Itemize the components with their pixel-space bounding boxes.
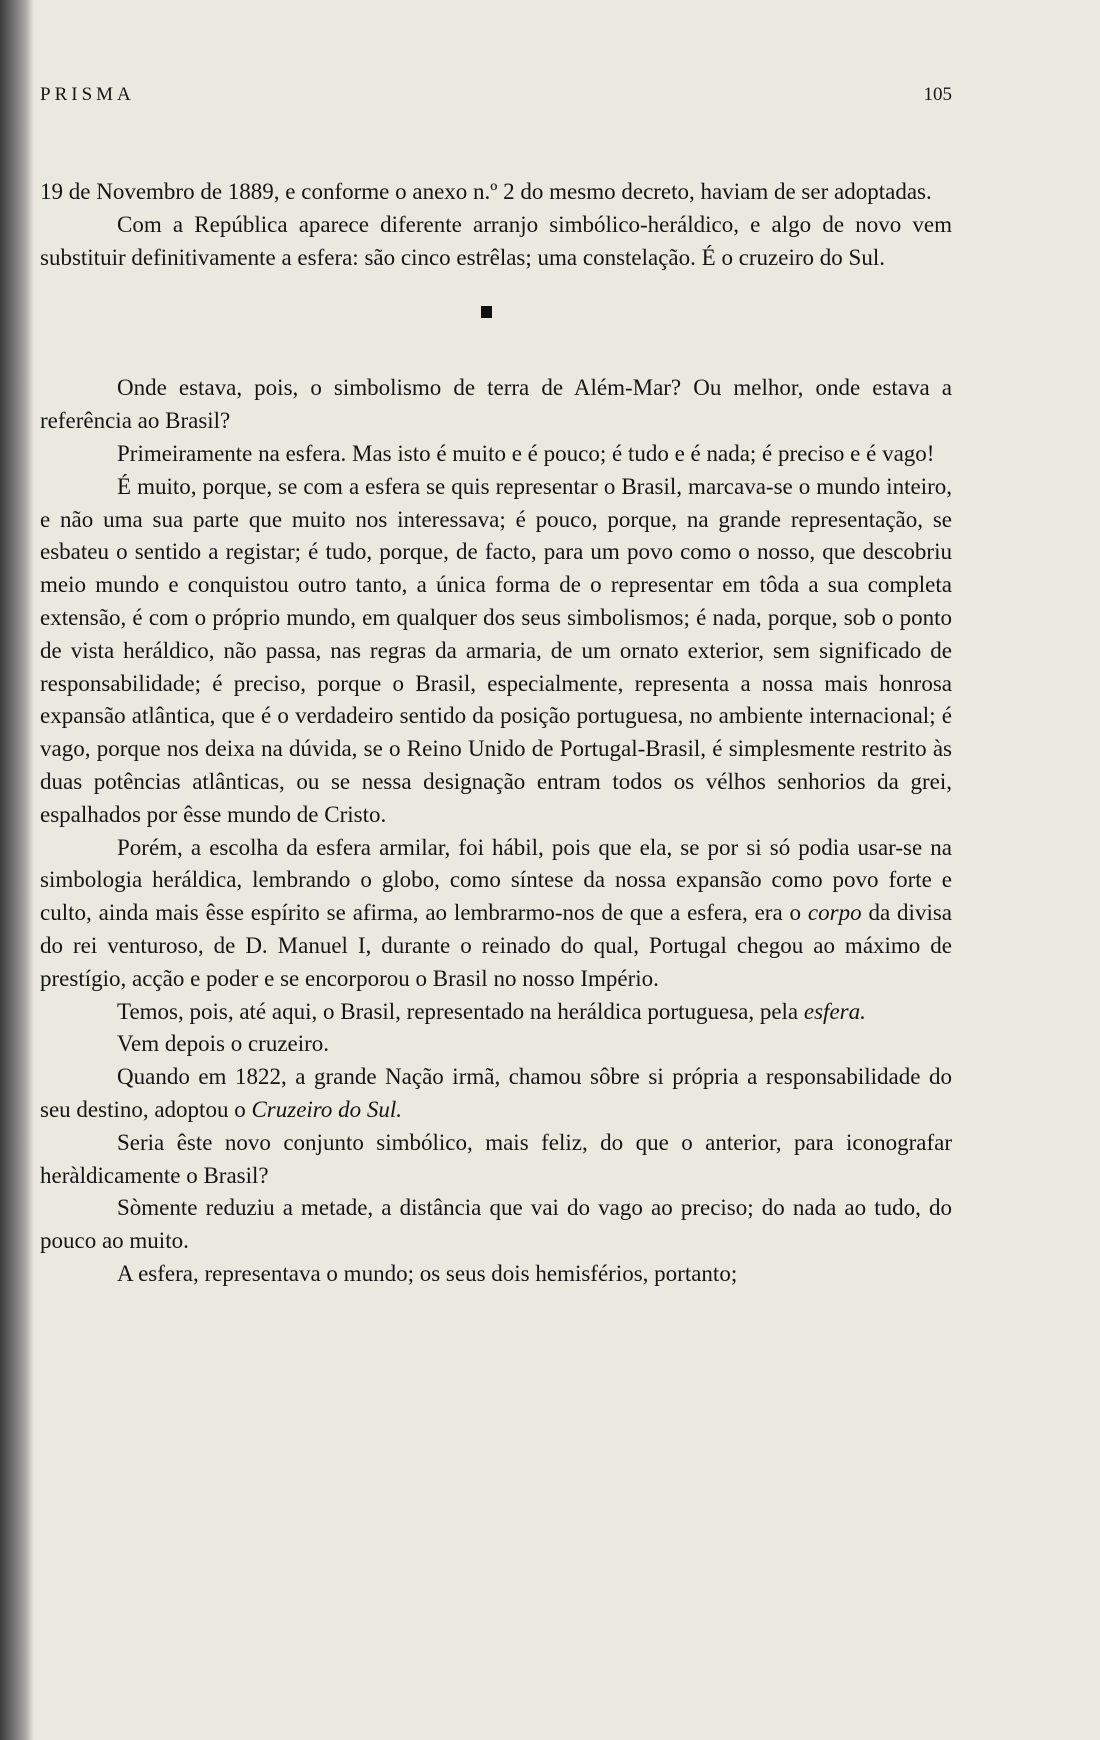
body-text <box>40 176 952 1291</box>
paragraph: É muito, porque, se com a esfera se quis representar o Brasil, marcava-se o mundo inteiro, e não uma sua parte que muito nos interessava; é pouco, porque, na grande representação, se esbateu o sentido a registar; é tudo, porque, de facto, para um povo como o nosso, que descobriu meio mundo e conquistou outro tanto, a única forma de o representar em tôda a sua completa extensão, é com o próprio mundo, em qualquer dos seus simbolismos; é nada, porque, sob o ponto de vista heráldico, não passa, nas regras da armaria, de um ornato exterior, sem significado de responsabilidade; é preciso, porque o Brasil, especialmente, representa a nossa mais honrosa expansão atlântica, que é o verdadeiro sentido da posição portuguesa, no ambiente internacional; é vago, porque nos deixa na dúvida, se o Reino Unido de Portugal-Brasil, é simplesmente restrito às duas potências atlânticas, ou se nessa designação entram todos os vélhos senhorios da grei, espalhados por êsse mundo de Cristo. <box>40 473 952 827</box>
paragraph: Com a República aparece diferente arranjo simbólico-heráldico, e algo de novo vem substituir definitivamente a esfera: são cinco estrêlas; uma constelação. É o cruzeiro do Sul. <box>40 211 952 270</box>
paragraph-text: Quando em 1822, a grande Nação irmã, chamou sôbre si própria a responsabilidade do seu destino, adoptou o <box>40 1064 952 1122</box>
paragraph <box>40 1061 952 1127</box>
binding-shadow <box>0 0 34 1740</box>
running-head-title: PRISMA <box>40 84 135 105</box>
page <box>40 0 952 1740</box>
paragraph <box>40 832 952 996</box>
paragraph: Vem depois o cruzeiro. <box>117 1031 330 1057</box>
paragraph: A esfera, representava o mundo; os seus dois hemisférios, portanto; <box>117 1260 738 1286</box>
paragraph-text: Temos, pois, até aqui, o Brasil, representado na heráldica portuguesa, pela <box>117 998 804 1024</box>
paragraph: Onde estava, pois, o simbolismo de terra de Além-Mar? Ou melhor, onde estava a referência ao Brasil? <box>40 375 952 434</box>
paragraph: Seria êste novo conjunto simbólico, mais feliz, do que o anterior, para iconografar heràldicamente o Brasil? <box>40 1129 952 1188</box>
italic-term: Cruzeiro do Sul. <box>251 1096 403 1122</box>
square-bullet-icon <box>481 306 492 318</box>
italic-term: corpo <box>807 900 862 926</box>
paragraph: Sòmente reduziu a metade, a distância que vai do vago ao preciso; do nada ao tudo, do pouco ao muito. <box>40 1195 952 1254</box>
page-number: 105 <box>923 84 952 105</box>
paragraph-text: Porém, a escolha da esfera armilar, foi hábil, pois que ela, se por si só podia usar-se na simbologia heráldica, lembrando o globo, como síntese da nossa expansão como povo forte e culto, ainda mais êsse espírito se afirma, ao lembrarmo-nos de que a esfera, era o <box>40 834 952 926</box>
paragraph: Primeiramente na esfera. Mas isto é muito e é pouco; é tudo e é nada; é preciso e é vago! <box>117 440 935 466</box>
italic-term: esfera. <box>803 998 866 1024</box>
paragraph-text: da divisa do rei venturoso, de D. Manuel I, durante o reinado do qual, Portugal chegou ao máximo de prestígio, acção e poder e se encorporou o Brasil no nosso Império. <box>40 900 952 991</box>
running-head <box>40 84 952 110</box>
paragraph <box>40 996 952 1029</box>
paragraph-continued: 19 de Novembro de 1889, e conforme o anexo n.º 2 do mesmo decreto, haviam de ser adoptadas. <box>40 179 932 204</box>
section-separator <box>40 274 952 372</box>
